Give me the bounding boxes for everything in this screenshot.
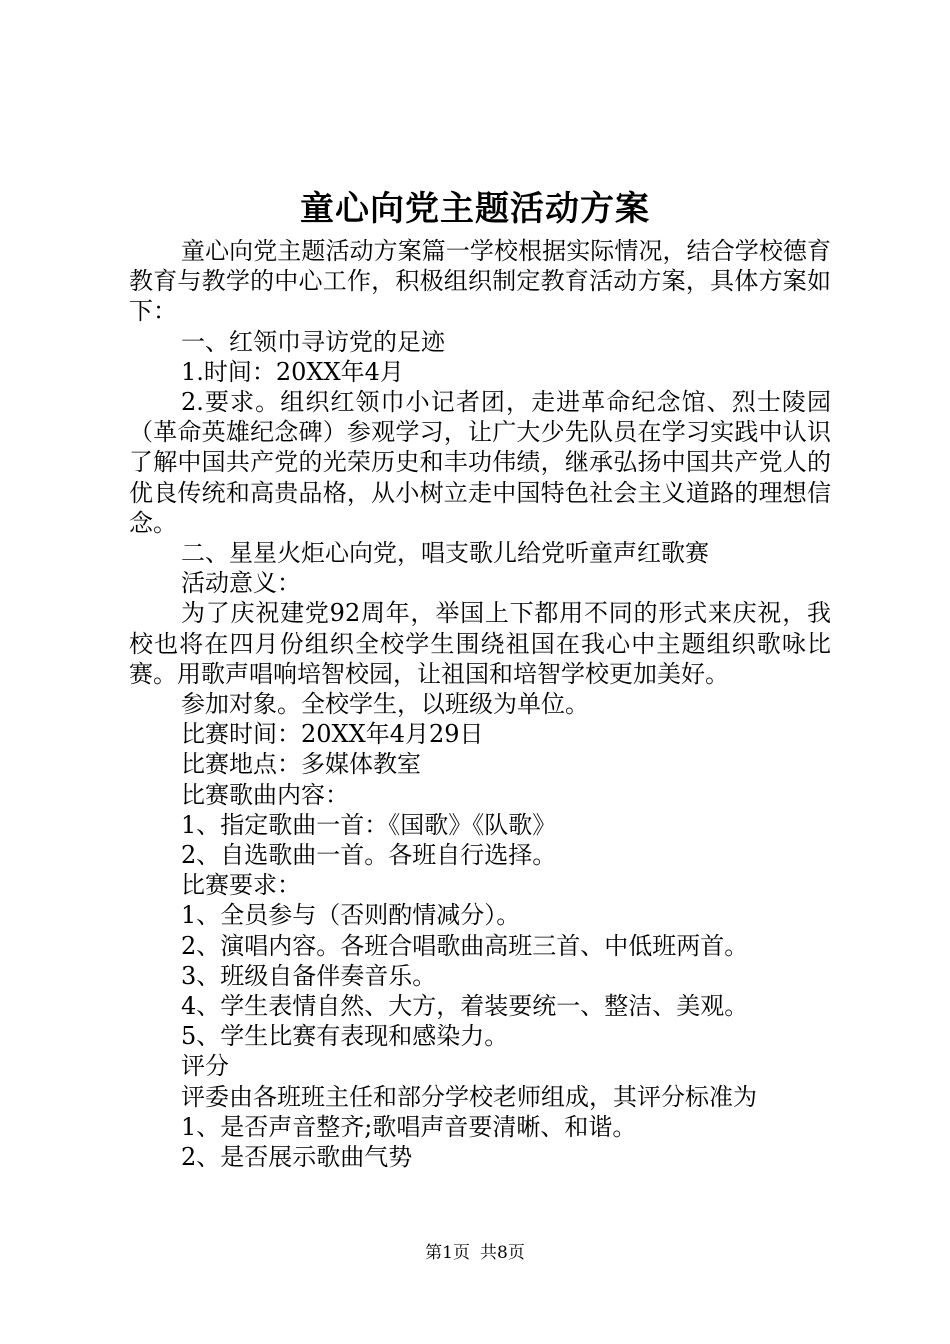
document-title: 童心向党主题活动方案 [300, 189, 650, 229]
paragraph: 2、演唱内容。各班合唱歌曲高班三首、中低班两首。 [181, 931, 749, 960]
paragraph: 1、指定歌曲一首：《国歌》《队歌》 [181, 810, 557, 839]
paragraph: 活动意义： [181, 569, 301, 598]
paragraph: 童心向党主题活动方案篇一学校根据实际情况，结合学校德育教育与教学的中心工作，积极组织制定教育活动方案，具体方案如下： [129, 237, 831, 326]
paragraph: 比赛要求： [181, 871, 301, 900]
paragraph: 评分 [181, 1052, 229, 1081]
paragraph: 2、是否展示歌曲气势 [181, 1143, 413, 1172]
paragraph: 2、自选歌曲一首。各班自行选择。 [181, 841, 557, 870]
paragraph: 2.要求。组织红领巾小记者团，走进革命纪念馆、烈士陵园（革命英雄纪念碑）参观学习，让广大少先队员在学习实践中认识了解中国共产党的光荣历史和丰功伟绩，继承弘扬中国共产党人的优良传统和高贵品格，从小树立走中国特色社会主义道路的理想信念。 [129, 388, 831, 537]
paragraph: 比赛时间：20XX年4月29日 [181, 720, 484, 749]
paragraph: 4、学生表情自然、大方，着装要统一、整洁、美观。 [181, 992, 749, 1021]
paragraph: 一、红领巾寻访党的足迹 [181, 327, 445, 356]
paragraph: 为了庆祝建党92周年，举国上下都用不同的形式来庆祝，我校也将在四月份组织全校学生围绕祖国在我心中主题组织歌咏比赛。用歌声唱响培智校园，让祖国和培智学校更加美好。 [129, 599, 831, 688]
page-footer [0, 1242, 950, 1264]
paragraph: 1、是否声音整齐;歌唱声音要清晰、和谐。 [181, 1112, 637, 1141]
document-body [129, 236, 831, 1172]
paragraph: 参加对象。全校学生，以班级为单位。 [181, 690, 589, 719]
paragraph: 3、班级自备伴奏音乐。 [181, 961, 437, 990]
page-number: 第1页 [425, 1243, 470, 1263]
paragraph: 5、学生比赛有表现和感染力。 [181, 1022, 509, 1051]
paragraph: 比赛歌曲内容： [181, 780, 349, 809]
paragraph: 评委由各班班主任和部分学校老师组成，其评分标准为 [181, 1082, 757, 1111]
paragraph: 二、星星火炬心向党，唱支歌儿给党听童声红歌赛 [181, 539, 709, 568]
page-total: 共8页 [480, 1243, 525, 1263]
paragraph: 比赛地点：多媒体教室 [181, 750, 421, 779]
paragraph: 1、全员参与（否则酌情减分）。 [181, 901, 521, 930]
paragraph: 1.时间：20XX年4月 [181, 357, 404, 386]
